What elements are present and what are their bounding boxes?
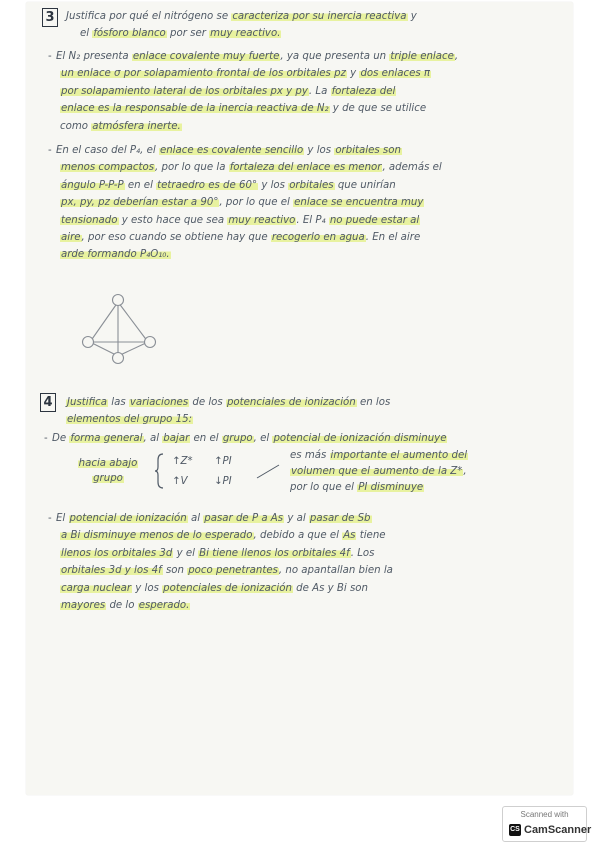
q3-p1-line-5: como atmósfera inerte. bbox=[60, 120, 181, 132]
tetra-edge bbox=[118, 302, 148, 342]
watermark-brand-name: CamScanner bbox=[524, 824, 592, 836]
q3-p2-line-6: aire, por eso cuando se obtiene hay que recogerlo en agua. En el aire bbox=[61, 232, 421, 244]
question-3-paragraph-2 bbox=[48, 142, 568, 264]
trend-label-line-2: grupo bbox=[93, 473, 123, 484]
trend-note-line-2: volumen que el aumento de la Z*, bbox=[291, 466, 467, 477]
question-4-paragraph-1 bbox=[44, 430, 574, 447]
q3-p2-line-2: menos compactos, por lo que la fortaleza del enlace es menor, además el bbox=[61, 162, 442, 174]
question-4-paragraph-2 bbox=[48, 510, 568, 614]
p4-tetrahedron-diagram bbox=[78, 288, 168, 368]
phosphorus-atom bbox=[113, 353, 124, 364]
q4-p2-line-2: a Bi disminuye menos de lo esperado, debido a que el As tiene bbox=[61, 530, 386, 542]
question-3-title bbox=[66, 8, 566, 43]
q3-p2-line-4: px, py, pz deberían estar a 90°, por lo que el enlace se encuentra muy bbox=[61, 197, 424, 209]
phosphorus-atom bbox=[83, 337, 94, 348]
trend-zeff-up: ↑Z* bbox=[172, 456, 193, 467]
trend-pi-up: ↑PI bbox=[214, 456, 232, 467]
q3-p1-line-1: - El N₂ presenta enlace covalente muy fuerte, ya que presenta un triple enlace, bbox=[48, 51, 459, 62]
trend-column-2 bbox=[214, 452, 232, 492]
trend-note-line-1: es más importante el aumento del bbox=[290, 450, 468, 461]
phosphorus-atom bbox=[113, 295, 124, 306]
q4-p1-line-1: - De forma general, al bajar en el grupo, el potencial de ionización disminuye bbox=[44, 433, 447, 444]
trend-volume-up: ↑V bbox=[172, 476, 188, 487]
tetra-edge bbox=[118, 342, 148, 356]
watermark-caption: Scanned with bbox=[520, 810, 569, 819]
curly-brace bbox=[155, 452, 165, 490]
question-3-title-line-2: el fósforo blanco por ser muy reactivo. bbox=[80, 28, 281, 40]
q3-p2-line-3: ángulo P-P-P en el tetraedro es de 60° y los orbitales que unirían bbox=[61, 179, 396, 191]
question-3-paragraph-1 bbox=[48, 48, 568, 135]
q3-p1-line-4: enlace es la responsable de la inercia reactiva de N₂ y de que se utilice bbox=[61, 103, 427, 115]
q4-p2-line-6: mayores de lo esperado. bbox=[61, 600, 190, 612]
trend-note bbox=[290, 448, 570, 496]
camscanner-watermark bbox=[502, 806, 592, 842]
trend-column-1 bbox=[172, 452, 193, 492]
question-4-title bbox=[66, 394, 566, 429]
q4-p2-line-4: orbitales 3d y los 4f son poco penetrantes, no apantallan bien la bbox=[61, 565, 393, 577]
phosphorus-atom bbox=[145, 337, 156, 348]
trend-note-line-3: por lo que el PI disminuye bbox=[290, 482, 424, 493]
question-4-title-line-2: elementos del grupo 15: bbox=[67, 414, 193, 426]
question-3-number: 3 bbox=[42, 8, 58, 27]
q3-p2-line-7: arde formando P₄O₁₀. bbox=[61, 249, 170, 261]
q3-p1-line-3: por solapamiento lateral de los orbitales px y py. La fortaleza del bbox=[61, 85, 396, 97]
q4-p2-line-5: carga nuclear y los potenciales de ionización de As y Bi son bbox=[61, 582, 368, 594]
question-4-number: 4 bbox=[40, 393, 56, 412]
trend-label bbox=[68, 456, 148, 486]
watermark-brand bbox=[509, 824, 591, 836]
q3-p2-line-5: tensionado y esto hace que sea muy reactivo. El P₄ no puede estar al bbox=[61, 214, 420, 226]
trend-connector-line bbox=[255, 462, 285, 482]
trend-label-line-1: hacia abajo bbox=[78, 458, 138, 469]
q4-p2-line-1: - El potencial de ionización al pasar de P a As y al pasar de Sb bbox=[48, 513, 371, 524]
q4-p2-line-3: llenos los orbitales 3d y el Bi tiene llenos los orbitales 4f. Los bbox=[61, 547, 375, 559]
question-3-title-line-1: Justifica por qué el nitrógeno se caracteriza por su inercia reactiva y bbox=[66, 11, 417, 22]
question-4-title-line-1: Justifica las variaciones de los potenciales de ionización en los bbox=[67, 397, 391, 408]
trend-pi-down: ↓PI bbox=[214, 476, 232, 487]
q3-p1-line-2: un enlace σ por solapamiento frontal de los orbitales pz y dos enlaces π bbox=[61, 68, 431, 80]
q3-p2-line-1: - En el caso del P₄, el enlace es covalente sencillo y los orbitales son bbox=[48, 145, 401, 156]
tetra-edge bbox=[90, 302, 118, 342]
camscanner-logo-icon: CS bbox=[509, 824, 521, 836]
